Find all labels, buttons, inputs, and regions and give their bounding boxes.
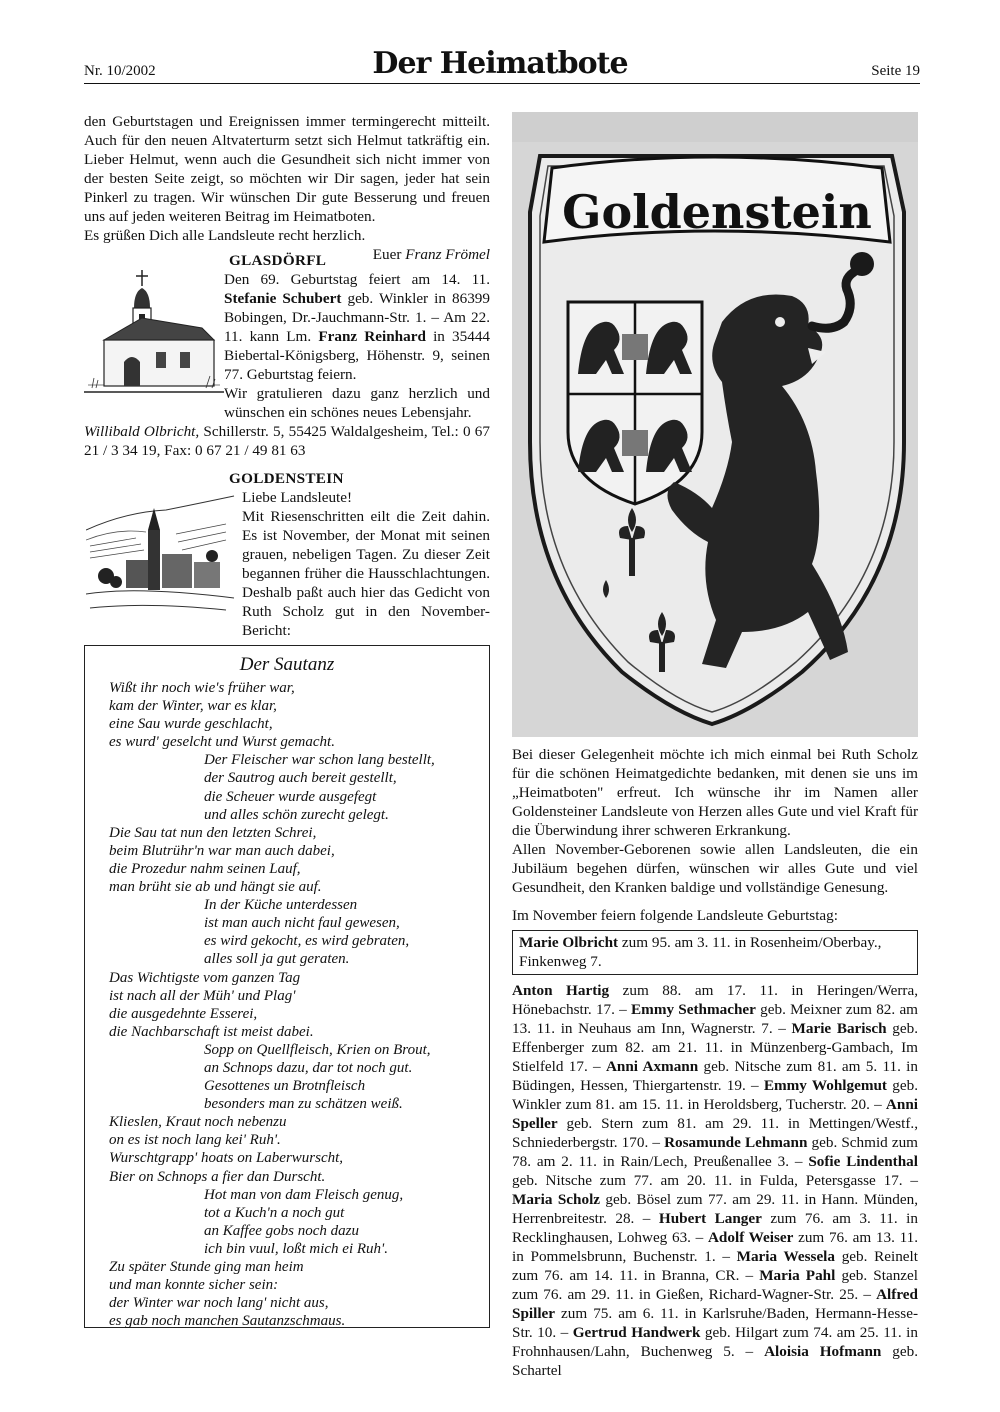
birthday-detail: zum 88. am 17. 11. in Heringen/Werra, Hönebachstr. 17. –: [512, 982, 918, 1018]
signature-name: Franz Frömel: [405, 246, 490, 263]
header-rule: [84, 83, 920, 84]
poem-line: Der Fleischer war schon lang bestellt,: [204, 752, 435, 769]
wishes-paragraph: Allen November-Geborenen sowie allen Landsleuten, die ein Jubiläum begehen dürfen, wünschen wir alles Gute und viel Gesundheit, den Kranken baldige und vollständige Genesung.: [512, 841, 918, 896]
poem-line: die Scheuer wurde ausgefegt: [204, 788, 377, 805]
birthday-name: Maria Wessela: [736, 1248, 835, 1265]
glasdoerfl-text-2: geb. Winkler in 86399 Bobingen, Dr.-Jauchmann-Str. 1. – Am 22. 11. kann Lm.: [224, 290, 490, 345]
birthday-detail: geb. Winkler zum 81. am 15. 11. in Heroldsberg, Tucherstr. 20. –: [512, 1077, 918, 1113]
birthday-name: Anni Axmann: [605, 1058, 699, 1075]
crest-illustration: [512, 112, 918, 737]
birthday-detail: zum 75. am 6. 11. in Karlsruhe/Baden, Hermann-Hesse-Str. 10. –: [512, 1305, 918, 1341]
birthday-name: Adolf Weiser: [707, 1229, 794, 1246]
birthday-detail: geb. Nitsche zum 77. am 20. 11. in Fulda, Petersgasse 17. –: [512, 1172, 918, 1189]
birthday-name: Franz Reinhard: [318, 328, 426, 345]
glasdoerfl-contact: [84, 422, 490, 460]
contact-address: Schillerstr. 5, 55425 Waldalgesheim, Tel.: 0 67 21 / 3 34 19, Fax: 0 67 21 / 49 81 63: [84, 423, 490, 459]
poem-line: die Nachbarschaft ist meist dabei.: [109, 1023, 314, 1040]
poem-line: tot a Kuch'n a noch gut: [204, 1204, 345, 1221]
poem-line: ist man auch nicht faul gewesen,: [204, 915, 400, 932]
birthday-name: Stefanie Schubert: [224, 290, 342, 307]
intro-section: [84, 112, 490, 264]
poem-line: man brüht sie ab und hängt sie auf.: [109, 879, 322, 896]
birthday-name: Marie Barisch: [791, 1020, 887, 1037]
goldenstein-section: [84, 469, 490, 640]
birthday-name: Rosamunde Lehmann: [664, 1134, 808, 1151]
birthday-list: [512, 981, 918, 1380]
birthday-name: Maria Scholz: [512, 1191, 601, 1208]
birthday-detail: geb. Schartel: [512, 1343, 918, 1379]
poem-line: Das Wichtigste vom ganzen Tag: [109, 969, 301, 986]
issue-number: Nr. 10/2002: [84, 63, 156, 79]
goldenstein-heading: GOLDENSTEIN: [229, 470, 344, 487]
signature-prefix: Euer: [372, 246, 402, 263]
poem-lines: [109, 679, 479, 1330]
thanks-paragraph: Bei dieser Gelegenheit möchte ich mich einmal bei Ruth Scholz für die schönen Heimatgedichte bedanken, mit denen sie uns im „Heimatboten" erfreut. Ich wünsche ihr im Namen aller Goldensteiner Landsleute von Herzen alles Gute und viel Kraft für die Überwindung ihrer schweren Erkrankung.: [512, 746, 918, 839]
glasdoerfl-text-1: Den 69. Geburtstag feiert am 14. 11.: [224, 271, 490, 288]
crest-inscription: Goldenstein: [562, 185, 872, 239]
poem-line: Bier on Schnops a fier dan Durscht.: [109, 1168, 326, 1185]
poem-line: alles soll ja gut geraten.: [204, 951, 350, 968]
birthday-name: Emmy Sethmacher: [631, 1001, 756, 1018]
right-text-section: [512, 745, 918, 1380]
featured-birthday-box: [512, 930, 918, 975]
birthday-detail: geb. Stern zum 81. am 29. 11. in Mettingen/Westf., Schniederbergstr. 170. –: [512, 1115, 918, 1151]
glasdoerfl-wish: Wir gratulieren dazu ganz herzlich und wünschen ein schönes neues Lebensjahr.: [224, 385, 490, 421]
birthday-detail: geb. Bösel zum 77. am 29. 11. in Hann. Münden, Herrenbreitestr. 28. –: [512, 1191, 919, 1227]
poem-line: eine Sau wurde geschlacht,: [109, 716, 273, 733]
birthday-name: Emmy Wohlgemut: [763, 1077, 887, 1094]
contact-name: Willibald Olbricht,: [84, 423, 200, 440]
poem-line: Klieslen, Kraut noch nebenzu: [109, 1114, 287, 1131]
poem-line: Hot man von dam Fleisch genug,: [204, 1186, 404, 1203]
birthday-detail: geb. Hilgart zum 74. am 25. 11. in Frohnhausen/Lahn, Buchenweg 5. –: [512, 1324, 918, 1360]
glasdoerfl-text-3: in 35444 Biebertal-Königsberg, Höhenstr. 9, seinen 77. Geburtstag feiern.: [224, 328, 491, 383]
poem-line: an Schnops dazu, dar tot noch gut.: [204, 1059, 413, 1076]
poem-line: Die Sau tat nun den letzten Schrei,: [109, 824, 317, 841]
poem-line: die ausgedehnte Esserei,: [109, 1005, 258, 1022]
birthday-list-intro: Im November feiern folgende Landsleute Geburtstag:: [512, 907, 838, 924]
poem-line: Wurschtgrapp' hoats on Laberwurscht,: [109, 1150, 344, 1167]
intro-greeting: Es grüßen Dich alle Landsleute recht herzlich.: [84, 227, 366, 244]
poem-line: besonders man zu schätzen weiß.: [204, 1096, 403, 1113]
birthday-name: Aloisia Hofmann: [764, 1343, 882, 1360]
poem-line: beim Blutrühr'n war man auch dabei,: [109, 842, 335, 859]
page-number: Seite 19: [871, 63, 920, 79]
poem-line: Gesottenes un Brotnfleisch: [204, 1078, 366, 1095]
poem-line: Wißt ihr noch wie's früher war,: [109, 680, 295, 696]
birthday-detail: zum 95. am 3. 11. in Rosenheim/Oberbay., Finkenweg 7.: [519, 934, 882, 970]
glasdoerfl-section: [84, 251, 490, 460]
birthday-detail: zum 76. am 3. 11. in Recklinghausen, Lohweg 63. –: [512, 1210, 918, 1246]
poem-line: die Prozedur nahm seinen Lauf,: [109, 860, 301, 877]
masthead-logo: Der Heimatbote: [372, 46, 628, 81]
poem-line: an Kaffee gobs noch dazu: [204, 1222, 359, 1239]
birthday-name: Maria Pahl: [759, 1267, 836, 1284]
birthday-name: Sofie Lindenthal: [808, 1153, 918, 1170]
poem-line: Zu später Stunde ging man heim: [109, 1259, 304, 1275]
glasdoerfl-paragraph: [84, 270, 490, 384]
birthday-detail: geb. Reinelt zum 76. am 14. 11. in Branna, CR. –: [512, 1248, 918, 1284]
intro-paragraph: den Geburtstagen und Ereignissen immer termingerecht mitteilt. Auch für den neuen Altvaterturm setzt sich Helmut tatkräftig ein. Lieber Helmut, wenn auch die Gesundheit sich nicht immer von der besten Seite zeigt, so möchten wir Dir sagen, jeder hat sein Pinkerl zu tragen. Wir wünschen Dir gute Besserung und freuen uns auf jeden weiteren Beitrag im Heimatboten.: [84, 113, 490, 225]
birthday-name: Marie Olbricht: [519, 934, 619, 951]
birthday-name: Anni Speller: [512, 1096, 918, 1132]
birthday-name: Alfred Spiller: [512, 1286, 918, 1322]
poem-line: ist nach all der Müh' und Plag': [109, 987, 296, 1004]
birthday-detail: geb. Meixner zum 82. am 13. 11. in Neuhaus am Inn, Wagnerstr. 7. –: [512, 1001, 918, 1037]
poem-line: es wird gekocht, es wird gebraten,: [204, 933, 410, 950]
poem-line: kam der Winter, war es klar,: [109, 698, 277, 715]
poem-line: Sopp on Quellfleisch, Krien on Brout,: [204, 1041, 431, 1058]
birthday-detail: geb. Schmid zum 78. am 2. 11. in Rain/Lech, Preußenallee 3. –: [512, 1134, 918, 1170]
birthday-detail: geb. Effenberger zum 82. am 21. 11. in Münzenberg-Gambach, Im Stielfeld 17. –: [512, 1020, 919, 1075]
glasdoerfl-heading: GLASDÖRFL: [229, 252, 327, 269]
poem-box: [84, 645, 490, 1328]
poem-title: Der Sautanz: [239, 654, 335, 675]
birthday-name: Hubert Langer: [658, 1210, 762, 1227]
poem-line: es gab noch manchen Sautanzschmaus.: [109, 1313, 346, 1330]
poem-line: es wurd' geselcht und Wurst gemacht.: [109, 734, 335, 751]
poem-line: und alles schön zurecht gelegt.: [204, 806, 389, 823]
poem-line: der Winter war noch lang' nicht aus,: [109, 1295, 329, 1312]
birthday-detail: geb. Stanzel zum 76. am 29. 11. in Gießen, Richard-Wagner-Str. 25. –: [512, 1267, 918, 1303]
goldenstein-salutation: Liebe Landsleute!: [242, 489, 353, 506]
birthday-detail: geb. Nitsche zum 81. am 5. 11. in Büdingen, Hessen, Thiergartenstr. 19. –: [512, 1058, 918, 1094]
poem-line: der Sautrog auch bereit gestellt,: [204, 770, 397, 787]
poem-line: und man konnte sicher sein:: [109, 1277, 279, 1294]
poem-line: In der Küche unterdessen: [204, 897, 358, 914]
goldenstein-paragraph: Mit Riesenschritten eilt die Zeit dahin. Es ist November, der Monat mit seinen grauen, nebeligen Tagen. Zu dieser Zeit begannen früher die Hausschlachtungen. Deshalb paßt auch hier das Gedicht von Ruth Scholz gut in den November-Bericht:: [242, 508, 490, 639]
birthday-detail: zum 76. am 13. 11. in Pommelsbrunn, Buchenstr. 1. –: [512, 1229, 918, 1265]
birthday-name: Gertrud Handwerk: [572, 1324, 701, 1341]
birthday-name: Anton Hartig: [512, 982, 610, 999]
goldenstein-crest-photo: [512, 112, 918, 737]
poem-line: ich bin vuul, loßt mich ei Ruh'.: [204, 1240, 389, 1257]
poem-line: on es ist noch lang kei' Ruh'.: [109, 1132, 281, 1149]
